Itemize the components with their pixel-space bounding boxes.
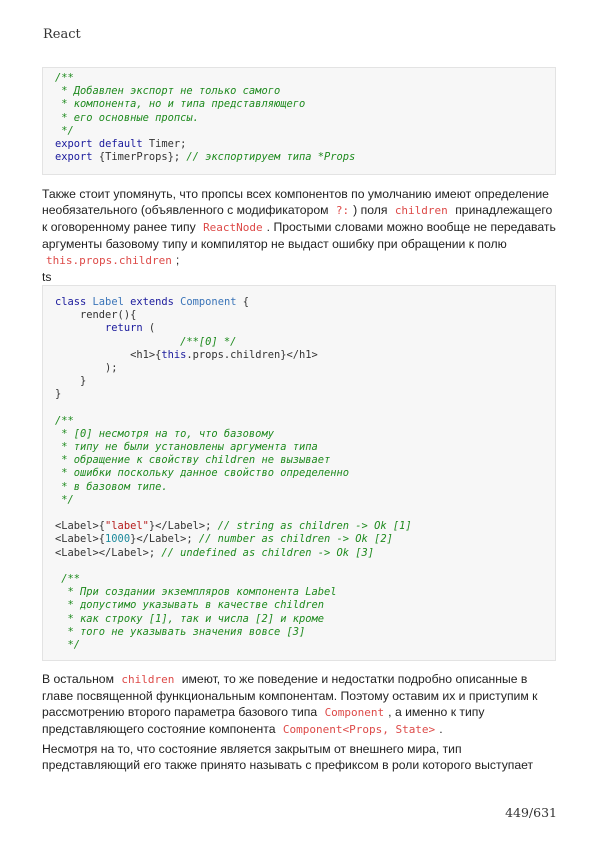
- keyword: this: [161, 348, 187, 361]
- code-line: * Добавлен экспорт не только самого: [55, 85, 281, 98]
- inline-code: Component: [324, 706, 385, 719]
- running-header: React: [43, 27, 81, 42]
- inline-code: children: [394, 204, 448, 217]
- keyword: return: [105, 322, 143, 335]
- code-text: }</Label>;: [130, 533, 193, 546]
- code-line: [55, 138, 555, 151]
- code-line: [55, 349, 555, 362]
- code-line: * компонента, но и типа представляющего: [55, 98, 306, 111]
- inline-code: Component<Props, State>: [282, 723, 436, 736]
- code-line: );: [55, 361, 118, 374]
- code-language-label: ts: [42, 270, 52, 284]
- code-line: * допустимо указывать в качестве children: [55, 599, 324, 612]
- code-line: */: [55, 124, 74, 137]
- paragraph-text: . Простыми словами можно вообще не передавать аргументы базовому типу и компилятор не выдаст ошибку при обращении к полю: [42, 220, 556, 251]
- code-line: [55, 547, 555, 560]
- code-comment: // number as children -> Ok [2]: [198, 533, 393, 546]
- code-text: {TimerProps};: [98, 151, 181, 164]
- code-comment: // undefined as children -> Ok [3]: [161, 546, 375, 559]
- inline-code: children: [121, 673, 175, 686]
- paragraph-text: В остальном: [42, 672, 114, 686]
- class-name: Component: [180, 296, 237, 308]
- code-line: * [0] несмотря на то, что базовому: [55, 427, 274, 440]
- paragraph-children-behavior: [42, 671, 558, 738]
- code-text: {: [242, 296, 249, 308]
- inline-code: ReactNode: [203, 221, 263, 234]
- code-line: [55, 151, 555, 164]
- code-line: [55, 533, 555, 546]
- paragraph-text: .: [439, 722, 443, 736]
- code-comment: // string as children -> Ok [1]: [217, 520, 412, 533]
- paragraph-state-prefix: Несмотря на то, что состояние является закрытым от внешнего мира, тип представляющий его также принято называть с префиксом в роли которого выступает: [42, 742, 534, 772]
- code-text: <Label>{: [55, 520, 106, 533]
- code-line: * обращение к свойству children не вызывает: [55, 454, 331, 467]
- paragraph-text: , а именно к типу представляющего состояние компонента: [42, 705, 485, 736]
- paragraph-props-optional: [42, 186, 558, 269]
- code-text: (: [148, 322, 156, 335]
- code-line: [55, 296, 555, 309]
- code-line-blank: [55, 402, 555, 415]
- number-literal: 1000: [105, 533, 131, 546]
- code-line-blank: [55, 560, 555, 573]
- string-literal: "label": [105, 520, 149, 533]
- code-line: * типу не были установлены аргумента типа: [55, 441, 318, 454]
- code-line: render(){: [55, 309, 137, 322]
- code-line: * того не указывать значения вовсе [3]: [55, 625, 306, 638]
- page-number: 449/631: [505, 805, 557, 820]
- code-block-label: [42, 285, 556, 661]
- code-text: Timer;: [148, 137, 187, 150]
- class-name: Label: [92, 296, 124, 308]
- paragraph-text: Также стоит упомянуть, что пропсы всех компонентов по умолчанию имеют определение необязательного (объявленного с модификатором: [42, 187, 549, 217]
- code-line-blank: [55, 507, 555, 520]
- paragraph-text: ;: [175, 253, 180, 267]
- code-block-export: [42, 67, 556, 175]
- code-line: [55, 322, 555, 335]
- code-text: .props.children}</h1>: [186, 348, 318, 361]
- paragraph-text: ) поля: [353, 203, 388, 217]
- code-text: <h1>{: [130, 348, 162, 361]
- keyword: class: [55, 296, 87, 308]
- code-line: /**: [55, 414, 74, 427]
- code-line: * в базовом типе.: [55, 480, 168, 493]
- code-line: * как строку [1], так и числа [2] и кроме: [55, 612, 324, 625]
- code-line: * ошибки поскольку данное свойство определенно: [55, 467, 350, 480]
- paragraph-text: принадлежащего к оговоренному ранее типу: [42, 203, 553, 234]
- code-comment: // экспортируем типа *Props: [186, 151, 356, 164]
- code-line: [55, 520, 555, 533]
- inline-code: ?:: [335, 204, 350, 217]
- code-line: /**: [55, 572, 81, 585]
- code-text: <Label></Label>;: [55, 546, 156, 559]
- code-text: <Label>{: [55, 533, 106, 546]
- code-line: */: [55, 493, 74, 506]
- code-line: * При создании экземпляров компонента Label: [55, 586, 337, 599]
- code-line: }: [55, 375, 87, 388]
- code-line: }: [55, 388, 62, 401]
- keyword: export: [55, 151, 93, 164]
- code-line: /**: [55, 72, 74, 84]
- inline-code: this.props.children: [46, 254, 172, 267]
- keyword: default: [98, 137, 143, 150]
- code-text: }</Label>;: [148, 520, 212, 533]
- paragraph-text: имеют, то же поведение и недостатки подробно описанные в главе посвященной функциональным компонентам. Поэтому оставим их и приступим к рассмотрению второго параметра базового типа: [42, 672, 538, 719]
- code-line: */: [55, 638, 81, 651]
- code-line: * его основные пропсы.: [55, 111, 199, 124]
- code-comment: /**[0] */: [180, 335, 237, 348]
- keyword: extends: [130, 296, 174, 308]
- keyword: export: [55, 137, 93, 150]
- code-line: [55, 336, 555, 349]
